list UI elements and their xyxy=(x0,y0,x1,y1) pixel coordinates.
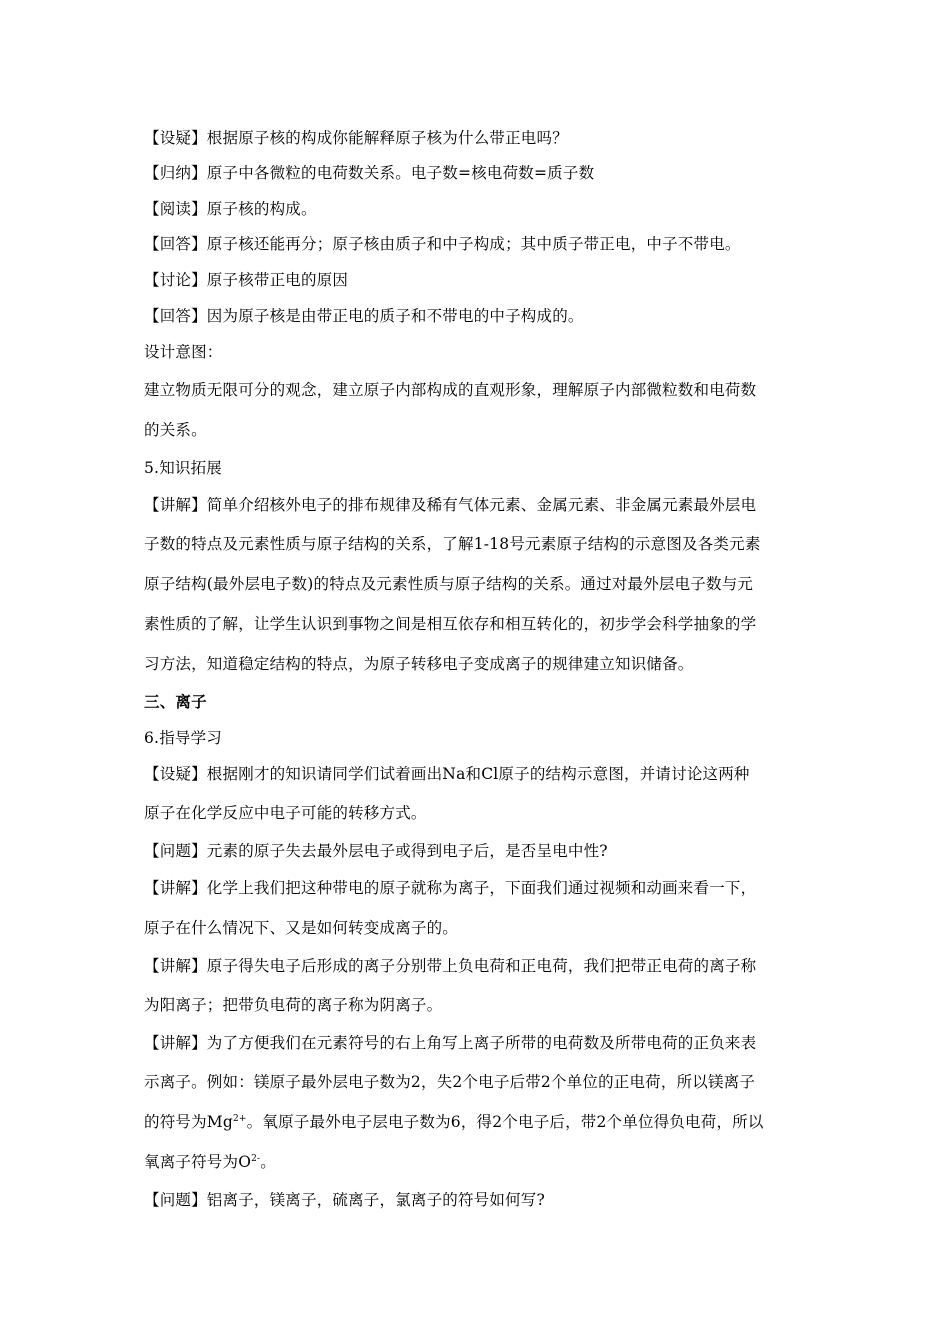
text-segment: 。 xyxy=(260,1153,276,1171)
paragraph-line: 原子在什么情况下、又是如何转变成离子的。 xyxy=(144,919,459,937)
text-segment: 。氧原子最外电子层电子数为6，得2个电子后，带2个单位得负电荷，所以 xyxy=(246,1113,764,1131)
paragraph-line-mg xyxy=(144,1112,814,1132)
paragraph-line: 【讲解】原子得失电子后形成的离子分别带上负电荷和正电荷，我们把带正电荷的离子称 xyxy=(144,957,757,975)
paragraph-line: 【讲解】化学上我们把这种带电的原子就称为离子，下面我们通过视频和动画来看一下， xyxy=(144,879,757,897)
design-intent-label: 设计意图： xyxy=(144,343,223,361)
paragraph-line: 【归纳】原子中各微粒的电荷数关系。电子数=核电荷数=质子数 xyxy=(144,164,595,182)
paragraph-line: 【讨论】原子核带正电的原因 xyxy=(144,271,349,289)
paragraph-line: 【设疑】根据刚才的知识请同学们试着画出Na和Cl原子的结构示意图，并请讨论这两种 xyxy=(144,765,750,783)
paragraph-line: 【讲解】为了方便我们在元素符号的右上角写上离子所带的电荷数及所带电荷的正负来表 xyxy=(144,1034,757,1052)
paragraph-line: 子数的特点及元素性质与原子结构的关系，了解1-18号元素原子结构的示意图及各类元素 xyxy=(144,535,761,553)
charge-superscript: 2- xyxy=(251,1153,261,1164)
paragraph-line: 【回答】原子核还能再分；原子核由质子和中子构成；其中质子带正电，中子不带电。 xyxy=(144,235,741,253)
paragraph-line: 的关系。 xyxy=(144,421,207,439)
paragraph-line: 【问题】元素的原子失去最外层电子或得到电子后，是否呈电中性? xyxy=(144,842,608,860)
paragraph-line: 【问题】铝离子，镁离子，硫离子，氯离子的符号如何写? xyxy=(144,1191,546,1209)
text-segment: 氧离子符号为O xyxy=(144,1153,252,1171)
paragraph-line: 原子在化学反应中电子可能的转移方式。 xyxy=(144,804,427,822)
paragraph-line: 素性质的了解，让学生认识到事物之间是相互依存和相互转化的，初步学会科学抽象的学 xyxy=(144,615,757,633)
chapter-heading: 三、离子 xyxy=(144,692,207,711)
paragraph-line: 原子结构(最外层电子数)的特点及元素性质与原子结构的关系。通过对最外层电子数与元 xyxy=(144,575,754,593)
paragraph-line: 习方法，知道稳定结构的特点，为原子转移电子变成离子的规律建立知识储备。 xyxy=(144,655,694,673)
section-heading: 5.知识拓展 xyxy=(144,459,222,477)
text-segment: 的符号为Mg xyxy=(144,1113,233,1131)
charge-superscript: 2+ xyxy=(233,1113,247,1124)
paragraph-line: 建立物质无限可分的观念，建立原子内部构成的直观形象，理解原子内部微粒数和电荷数 xyxy=(144,381,757,399)
paragraph-line: 【讲解】简单介绍核外电子的排布规律及稀有气体元素、金属元素、非金属元素最外层电 xyxy=(144,496,757,514)
paragraph-line: 【设疑】根据原子核的构成你能解释原子核为什么带正电吗？ xyxy=(144,129,568,147)
paragraph-line: 为阳离子；把带负电荷的离子称为阴离子。 xyxy=(144,996,443,1014)
paragraph-line: 【阅读】原子核的构成。 xyxy=(144,200,317,218)
paragraph-line: 示离子。例如：镁原子最外层电子数为2，失2个电子后带2个单位的正电荷，所以镁离子 xyxy=(144,1073,756,1091)
section-heading: 6.指导学习 xyxy=(144,729,222,747)
paragraph-line-o xyxy=(144,1152,814,1172)
paragraph-line: 【回答】因为原子核是由带正电的质子和不带电的中子构成的。 xyxy=(144,307,584,325)
